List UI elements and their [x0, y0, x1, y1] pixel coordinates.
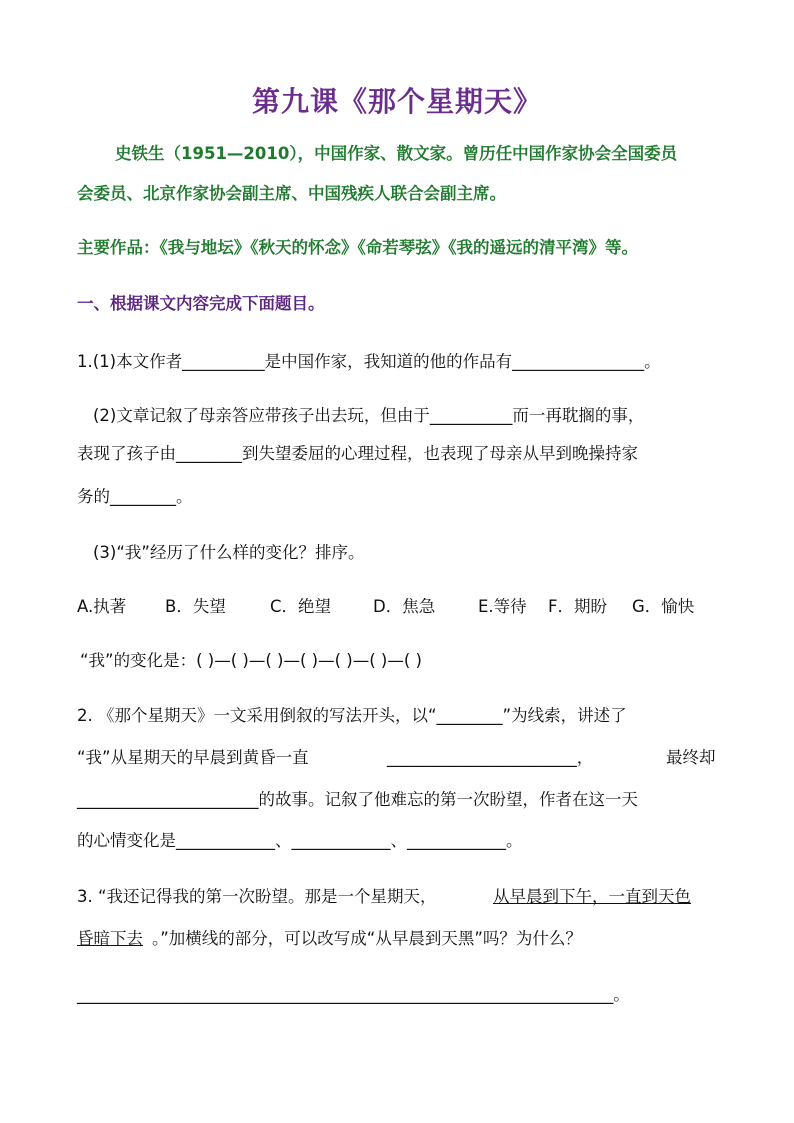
q1-part3: (3)“我”经历了什么样的变化？排序。	[93, 543, 365, 562]
q1-order: “我”的变化是：( )—( )—( )—( )—( )—( )—( )	[80, 651, 422, 670]
intro-line-1: 史铁生（1951—2010），中国作家、散文家。曾历任中国作家协会全国委员	[115, 144, 678, 163]
option-f: F．期盼	[548, 597, 607, 616]
main-works: 主要作品：《我与地坛》《秋天的怀念》《命若琴弦》《我的遥远的清平湾》等。	[77, 238, 638, 257]
q2-line2b: _______________________，	[387, 748, 594, 767]
q3-answer-line: _________________________________________________________________。	[77, 985, 630, 1004]
q2-line3: ______________________的故事。记叙了他难忘的第一次盼望，作者在这一天	[77, 790, 638, 809]
q2-line1: 2. 《那个星期天》一文采用倒叙的写法开头，以“________”为线索，讲述了	[77, 706, 627, 725]
q3-line1a: 3. “我还记得我的第一次盼望。那是一个星期天，	[77, 887, 437, 906]
option-b: B．失望	[165, 597, 226, 616]
q2-line4: 的心情变化是____________、____________、____________。	[77, 831, 523, 850]
q1-part2-line1: (2)文章记叙了母亲答应带孩子出去玩，但由于__________而一再耽搁的事，	[93, 406, 645, 425]
q1-part1: 1.(1)本文作者__________是中国作家，我知道的他的作品有________________。	[77, 352, 661, 371]
page-title: 第九课《那个星期天》	[251, 85, 542, 118]
q2-line2c: 最终却	[666, 748, 716, 767]
option-g: G．愉快	[632, 597, 695, 616]
q3-underlined-phrase-2: 昏暗下去	[77, 929, 143, 948]
q1-part2-line3: 务的________。	[77, 487, 193, 506]
option-c: C．绝望	[270, 597, 332, 616]
option-e: E.等待	[478, 597, 527, 616]
intro-line-2: 会委员、北京作家协会副主席、中国残疾人联合会副主席。	[77, 184, 506, 203]
q3-underlined-phrase-1: 从早晨到下午，一直到天色	[493, 887, 691, 906]
option-a: A.执著	[77, 597, 127, 616]
option-d: D．焦急	[373, 597, 436, 616]
q3-line2b: 。”加横线的部分，可以改写成“从早晨到天黑”吗？为什么？	[152, 929, 582, 948]
q1-part2-line2: 表现了孩子由________到失望委屈的心理过程，也表现了母亲从早到晚操持家	[77, 444, 638, 463]
q2-line2a: “我”从星期天的早晨到黄昏一直	[77, 748, 309, 767]
section-heading: 一、根据课文内容完成下面题目。	[77, 294, 325, 313]
